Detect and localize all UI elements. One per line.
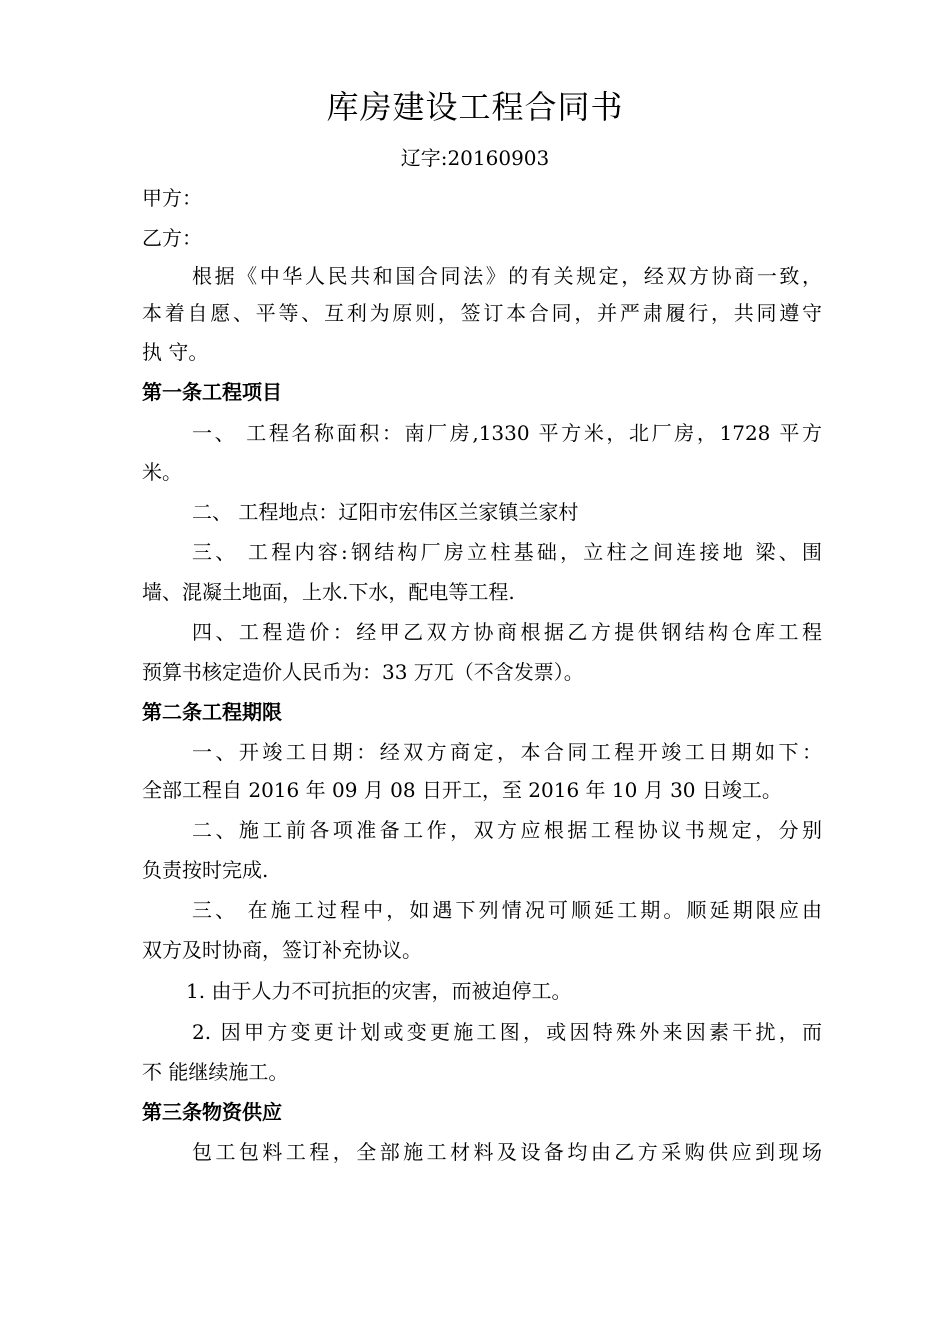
subclause-line: 1. 由于人力不可抗拒的灾害，而被迫停工。 (186, 979, 572, 1003)
clause-line: 三、 在施工过程中，如遇下列情况可顺延工期。顺延期限应由 (192, 898, 822, 922)
article-heading: 第三条物资供应 (142, 1100, 282, 1124)
clause-line: 二、 工程地点：辽阳市宏伟区兰家镇兰家村 (192, 500, 579, 524)
document-title: 库房建设工程合同书 (326, 88, 624, 126)
clause-line: 三、 工程内容:钢结构厂房立柱基础，立柱之间连接地 梁、围 (192, 540, 822, 564)
clause-line: 二、施工前各项准备工作，双方应根据工程协议书规定，分别 (192, 818, 822, 842)
subclause-line: 2. 因甲方变更计划或变更施工图，或因特殊外来因素干扰，而 (192, 1020, 822, 1044)
clause-line: 包工包料工程，全部施工材料及设备均由乙方采购供应到现场 (192, 1140, 822, 1164)
preamble-line: 本着自愿、平等、互利为原则，签订本合同，并严肃履行，共同遵守 (142, 301, 822, 325)
preamble-line: 根据《中华人民共和国合同法》的有关规定，经双方协商一致， (192, 264, 822, 288)
article-heading: 第一条工程项目 (142, 380, 282, 404)
clause-line: 一、 工程名称面积：南厂房,1330 平方米，北厂房，1728 平方 (192, 421, 822, 445)
clause-line: 四、工程造价：经甲乙双方协商根据乙方提供钢结构仓库工程 (192, 620, 822, 644)
clause-line: 全部工程自 2016 年 09 月 08 日开工，至 2016 年 10 月 30 日竣工。 (142, 778, 782, 802)
clause-line: 双方及时协商，签订补充协议。 (142, 938, 422, 962)
clause-line: 预算书核定造价人民币为：33 万兀（不含发票）。 (142, 660, 584, 684)
clause-line: 一、开竣工日期：经双方商定，本合同工程开竣工日期如下： (192, 740, 822, 764)
party-a-label: 甲方： (142, 186, 202, 210)
party-b-label: 乙方： (142, 226, 202, 250)
clause-line: 米。 (142, 460, 182, 484)
clause-line: 负责按时完成. (142, 858, 269, 882)
preamble-line: 执 守。 (142, 340, 209, 364)
article-heading: 第二条工程期限 (142, 700, 282, 724)
clause-line: 墙、混凝土地面，上水.下水，配电等工程. (142, 580, 515, 604)
subclause-line: 不 能继续施工。 (142, 1060, 289, 1084)
document-number: 辽字:20160903 (400, 146, 550, 170)
